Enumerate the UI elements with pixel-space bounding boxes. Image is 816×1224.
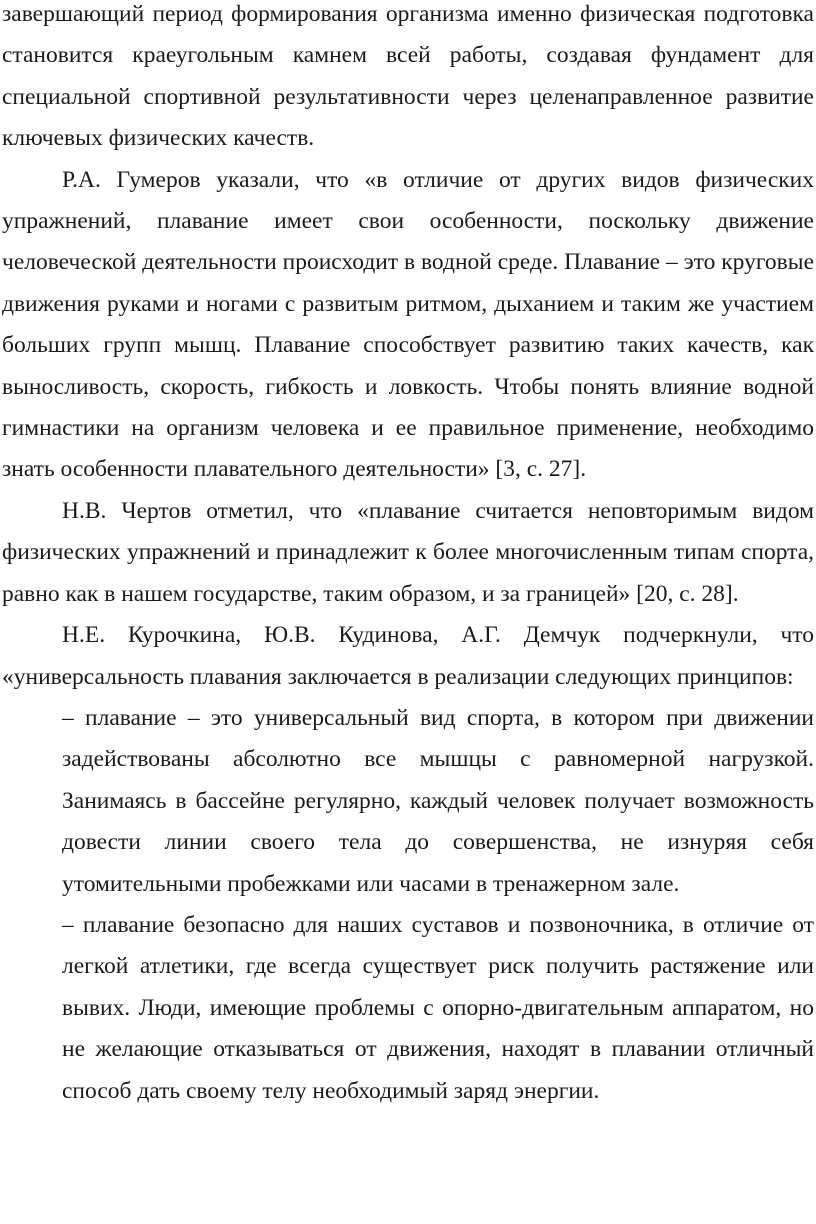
document-page: [2, 0, 814, 1112]
paragraph-kurochkina: Н.Е. Курочкина, Ю.В. Кудинова, А.Г. Демчук подчеркнули, что «универсальность плавания заключается в реализации следующих принципов:: [2, 622, 814, 690]
paragraph-gumerov: Р.А. Гумеров указали, что «в отличие от других видов физических упражнений, плавание имеет свои особенности, поскольку движение человеческой деятельности происходит в водной среде. Плавание – это круговые движения руками и ногами с развитым ритмом, дыханием и таким же участием больших групп мышц. Плавание способствует развитию таких качеств, как выносливость, скорость, гибкость и ловкость. Чтобы понять влияние водной гимнастики на организм человека и ее правильное применение, необходимо знать особенности плавательного деятельности» [3, с. 27].: [2, 166, 814, 483]
list-item-universal-sport: – плавание – это универсальный вид спорта, в котором при движении задействованы абсолютно все мышцы с равномерной нагрузкой. Занимаясь в бассейне регулярно, каждый человек получает возможность довести линии своего тела до совершенства, не изнуряя себя утомительными пробежками или часами в тренажерном зале.: [62, 704, 814, 897]
paragraph-continued: завершающий период формирования организма именно физическая подготовка становится краеугольным камнем всей работы, создавая фундамент для специальной спортивной результативности через целенаправленное развитие ключевых физических качеств.: [2, 1, 814, 152]
list-item-safe-joints: – плавание безопасно для наших суставов и позвоночника, в отличие от легкой атлетики, где всегда существует риск получить растяжение или вывих. Люди, имеющие проблемы с опорно-двигательным аппаратом, но не желающие отказываться от движения, находят в плавании отличный способ дать своему телу необходимый заряд энергии.: [62, 911, 814, 1104]
paragraph-chertov: Н.В. Чертов отметил, что «плавание считается неповторимым видом физических упражнений и принадлежит к более многочисленным типам спорта, равно как в нашем государстве, таким образом, и за границей» [20, с. 28].: [2, 497, 814, 607]
